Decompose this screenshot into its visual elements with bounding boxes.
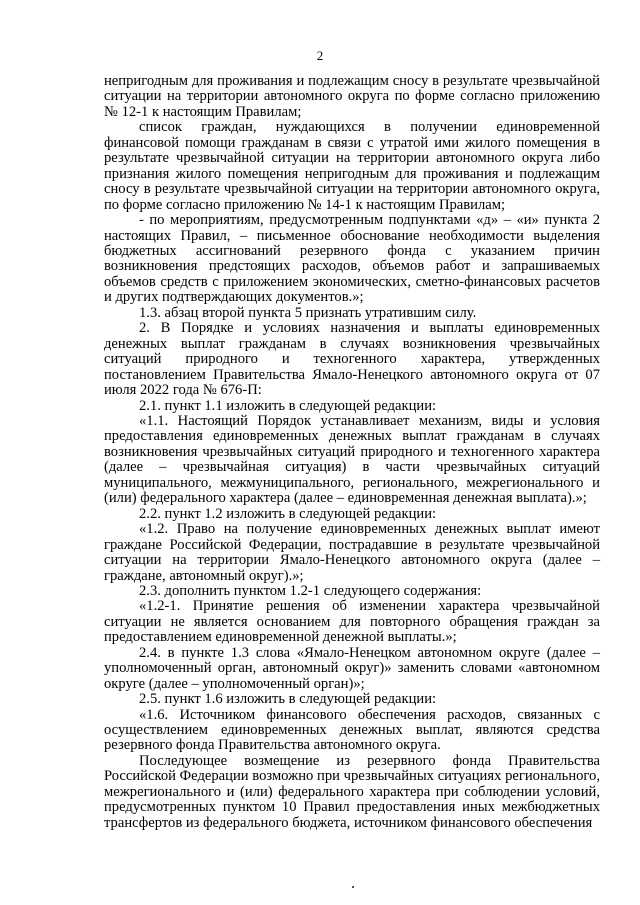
page-number: 2 (316, 48, 324, 63)
paragraph: 2.2. пункт 1.2 изложить в следующей редакции: (139, 505, 437, 522)
paragraph: 1.3. абзац второй пункта 5 признать утратившим силу. (139, 304, 477, 321)
paragraph: «1.1. Настоящий Порядок устанавливает механизм, виды и условия предоставления единовременных денежных выплат гражданам в случаях возникновения чрезвычайных ситуаций природного и техногенного характера (далее – чрезвычайная ситуация) в части чрезвычайных ситуаций муниципального, межмуниципального, регионального, межрегионального и (или) федерального характера (далее – единовременная денежная выплата).»; (104, 412, 600, 507)
paragraph: 2.5. пункт 1.6 изложить в следующей редакции: (139, 691, 437, 708)
paragraph: непригодным для проживания и подлежащим сносу в результате чрезвычайной ситуации на территории автономного округа по форме согласно приложению № 12-1 к настоящим Правилам; (104, 73, 600, 120)
document-body (104, 74, 600, 831)
paragraph: Последующее возмещение из резервного фонда Правительства Российской Федерации возможно при чрезвычайных ситуациях регионального, межрегионального и (или) федерального характера при соблюдении условий, предусмотренных пунктом 10 Правил предоставления иных межбюджетных трансфертов из федерального бюджета, источником финансового обеспечения (104, 752, 600, 831)
paragraph: - по мероприятиям, предусмотренным подпунктами «д» – «и» пункта 2 настоящих Правил, – письменное обоснование необходимости выделения бюджетных ассигнований резервного фонда с указанием причин возникновения предстоящих расходов, объемов работ и запрашиваемых объемов средств с приложением экономических, сметно-финансовых расчетов и других подтверждающих документов.»; (104, 212, 600, 306)
paragraph: 2. В Порядке и условиях назначения и выплаты единовременных денежных выплат гражданам в случаях возникновения чрезвычайных ситуаций природного и техногенного характера, утвержденных постановлением Правительства Ямало-Ненецкого автономного округа от 07 июля 2022 года № 676-П: (104, 320, 600, 399)
paragraph: «1.2. Право на получение единовременных денежных выплат имеют граждане Российской Федерации, пострадавшие в результате чрезвычайной ситуации на территории Ямало-Ненецкого автономного округа (далее – граждане, автономный округ).»; (104, 521, 600, 584)
scan-dot-mark (352, 886, 354, 888)
paragraph: 2.3. дополнить пунктом 1.2-1 следующего содержания: (139, 582, 482, 599)
paragraph: 2.4. в пункте 1.3 слова «Ямало-Ненецком автономном округе (далее – уполномоченный орган, автономный округ)» заменить словами «автономном округе (далее – уполномоченный орган)»; (104, 644, 600, 692)
paragraph: список граждан, нуждающихся в получении единовременной финансовой помощи гражданам в связи с утратой ими жилого помещения в результате чрезвычайной ситуации на территории автономного округа либо признания жилого помещения непригодным для проживания и подлежащим сносу в результате чрезвычайной ситуации на территории автономного округа, по форме согласно приложению № 14-1 к настоящим Правилам; (104, 119, 600, 213)
paragraph: «1.2-1. Принятие решения об изменении характера чрезвычайной ситуации не является основанием для повторного обращения граждан за предоставлением единовременной денежной выплаты.»; (104, 598, 600, 646)
paragraph: 2.1. пункт 1.1 изложить в следующей редакции: (139, 397, 437, 414)
paragraph: «1.6. Источником финансового обеспечения расходов, связанных с осуществлением единовременных денежных выплат, являются средства резервного фонда Правительства автономного округа. (104, 706, 600, 754)
